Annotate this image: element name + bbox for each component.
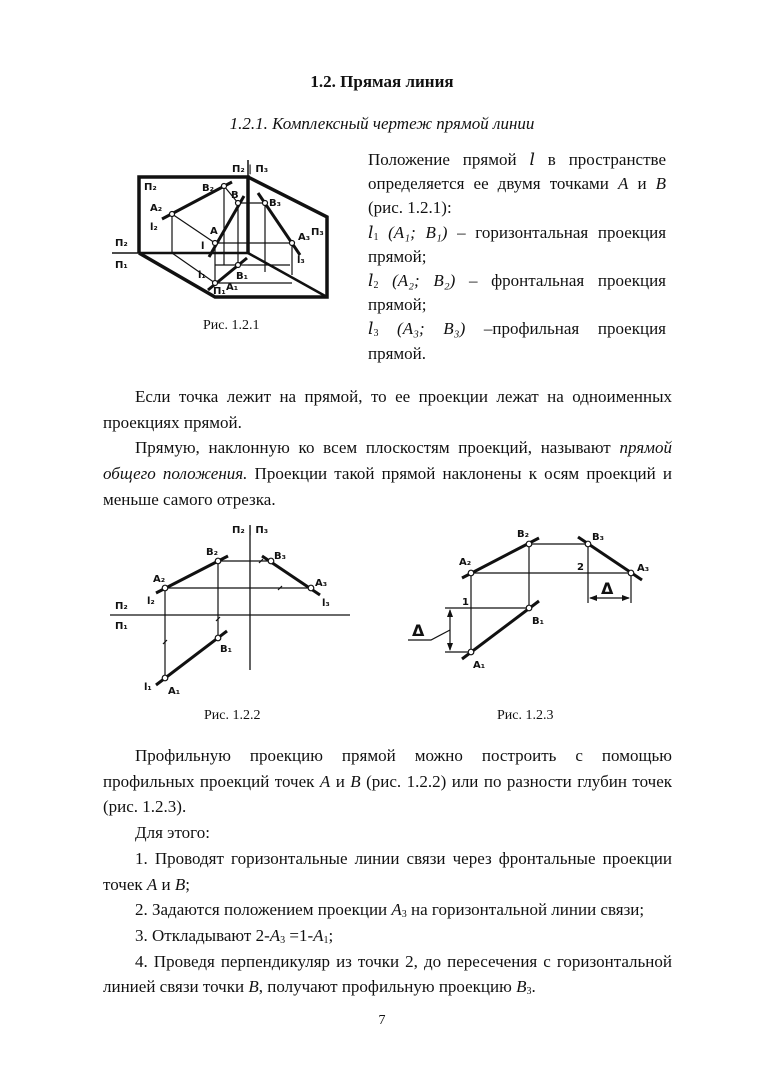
step1-var-A: A: [146, 874, 158, 894]
fig2-label-p1: П₁: [115, 621, 128, 632]
fig3-label-B2: B₂: [517, 529, 530, 540]
intro-var-B: B: [655, 174, 666, 194]
p3-var-A: A: [319, 771, 331, 791]
fig2-label-A2: A₂: [153, 574, 166, 585]
item3-sym: l: [368, 319, 374, 340]
p2-text-a: Прямую, наклонную ко всем плоскостям проекций, называют: [135, 438, 620, 458]
step-3: [103, 923, 672, 949]
step2-sub: 3: [401, 909, 407, 921]
step1-end: ;: [185, 874, 190, 894]
fig2-label-l1: l₁: [144, 682, 152, 693]
fig1-label-A: A: [210, 226, 218, 237]
fig3-delta-left: Δ: [412, 621, 425, 640]
item2-idx: 2: [373, 280, 379, 292]
fig1-label-B1: B₁: [236, 271, 249, 282]
step3-var1: A: [269, 925, 281, 945]
section-title: 1.2. Прямая линия: [310, 72, 454, 91]
item1-text: – горизонтальная проекция прямой;: [368, 222, 667, 266]
paragraph-3: [103, 743, 672, 820]
p2-emphasis: прямой общего положения.: [103, 438, 672, 484]
fig1-label-p2p3: П₂ | П₃: [232, 164, 269, 175]
item2-text: – фронтальная проекция прямой;: [368, 271, 666, 315]
step1-and: и: [157, 874, 175, 894]
item3-points: (A₃; B₃): [397, 319, 466, 339]
step-2: [103, 897, 672, 923]
fig1-label-p1: П₁: [115, 260, 128, 271]
fig3-label-2: 2: [577, 562, 584, 573]
fig1-label-A3: A₃: [298, 232, 311, 243]
fig3-label-1: 1: [462, 597, 469, 608]
intro-ref: (рис. 1.2.1):: [368, 198, 452, 218]
fig2-label-l2: l₂: [147, 596, 155, 607]
item2-sym: l: [368, 271, 374, 292]
paragraph-4: Для этого:: [135, 823, 210, 843]
p3-var-B: B: [350, 771, 361, 791]
step3-end: ;: [328, 925, 334, 945]
step2-text-a: 2. Задаются положением проекции: [135, 900, 392, 920]
item1-points: (A₁; B₁): [388, 222, 448, 242]
fig1-label-p1-bottom: П₁: [213, 286, 226, 297]
step1-text: 1. Проводят горизонтальные линии связи через фронтальные проекции точек: [103, 848, 672, 894]
step2-var: A: [391, 900, 402, 920]
item3-idx: 3: [373, 328, 379, 340]
step2-text-b: на горизонтальной линии связи;: [406, 900, 645, 920]
fig1-label-A1: A₁: [226, 282, 239, 293]
fig2-label-l3: l₃: [322, 598, 330, 609]
step4-text-a: 4. Проведя перпендикуляр из точки 2, до пересечения с горизонтальной линией связи точки: [103, 951, 672, 997]
fig1-label-B2: B₂: [202, 183, 215, 194]
fig3-label-B3: B₃: [592, 532, 605, 543]
step4-var: B: [516, 977, 527, 997]
fig2-label-B2: B₂: [206, 547, 219, 558]
fig3-label-B1: B₁: [532, 616, 545, 627]
fig2-label-B1: B₁: [220, 644, 233, 655]
step4-end: .: [531, 977, 536, 997]
fig3-label-A2: A₂: [459, 557, 472, 568]
fig1-label-B: B: [231, 190, 239, 201]
fig3-delta-right: Δ: [601, 579, 614, 598]
step4-text-b: , получают профильную проекцию: [258, 977, 517, 997]
step1-var-B: B: [174, 874, 186, 894]
item3-text: –профильная проекция прямой.: [368, 319, 666, 363]
step3-sub2: 1: [323, 934, 329, 946]
step-1: [103, 846, 672, 897]
step4-var-B: B: [248, 977, 259, 997]
fig2-label-A1: A₁: [168, 686, 181, 697]
fig3-caption: Рис. 1.2.3: [497, 708, 554, 723]
intro-var-A: A: [617, 174, 629, 194]
intro-text-b: в пространстве определяется ее двумя точками: [368, 150, 666, 194]
fig2-caption: Рис. 1.2.2: [204, 708, 261, 723]
fig1-label-l2: l₂: [150, 222, 158, 233]
fig1-label-B3: B₃: [269, 198, 282, 209]
subsection-title: 1.2.1. Комплексный чертеж прямой линии: [229, 114, 535, 133]
fig3-label-A1: A₁: [473, 660, 486, 671]
page-number: 7: [378, 1013, 386, 1028]
step3-text-a: 3. Откладывают 2-: [135, 925, 270, 945]
step3-sub1: 3: [280, 934, 286, 946]
fig1-label-l: l: [201, 241, 205, 252]
fig2-label-A3: A₃: [315, 578, 328, 589]
body-block-2: [103, 743, 672, 1000]
fig1-label-p2: П₂: [115, 238, 128, 249]
paragraph-1: Если точка лежит на прямой, то ее проекции лежат на одноименных проекциях прямой.: [103, 387, 672, 432]
fig2-label-p2: П₂: [115, 601, 128, 612]
fig1-label-p3: П₃: [311, 227, 324, 238]
p3-and: и: [330, 771, 351, 791]
fig1-label-l1: l₁: [198, 270, 206, 281]
fig2-label-p2p3: П₂ | П₃: [232, 525, 269, 536]
item2-points: (A₂; B₂): [392, 271, 456, 291]
fig1-label-p2-top: П₂: [144, 182, 157, 193]
step-4: [103, 949, 672, 1000]
p2-text-b: Проекции такой прямой наклонены к осям проекций и меньше самого отрезка.: [103, 464, 672, 509]
item1-sym: l: [368, 222, 374, 243]
fig3-label-A3: A₃: [637, 563, 650, 574]
fig1-caption: Рис. 1.2.1: [203, 318, 260, 333]
fig1-label-l3: l₃: [297, 255, 305, 266]
intro-var-l: l: [529, 150, 535, 170]
fig2-label-B3: B₃: [274, 551, 287, 562]
item1-idx: 1: [373, 231, 379, 243]
intro-text-a: Положение прямой: [368, 150, 530, 169]
step3-mid: =1-: [285, 925, 314, 945]
p3-text-a: Профильную проекцию прямой можно построить с помощью профильных проекций точек: [103, 746, 672, 791]
intro-and: и: [628, 174, 656, 194]
step3-var2: A: [313, 925, 324, 945]
fig1-label-A2: A₂: [150, 203, 163, 214]
p3-text-b: (рис. 1.2.2) или по разности глубин точек (рис. 1.2.3).: [103, 771, 672, 817]
step4-sub: 3: [526, 986, 532, 998]
